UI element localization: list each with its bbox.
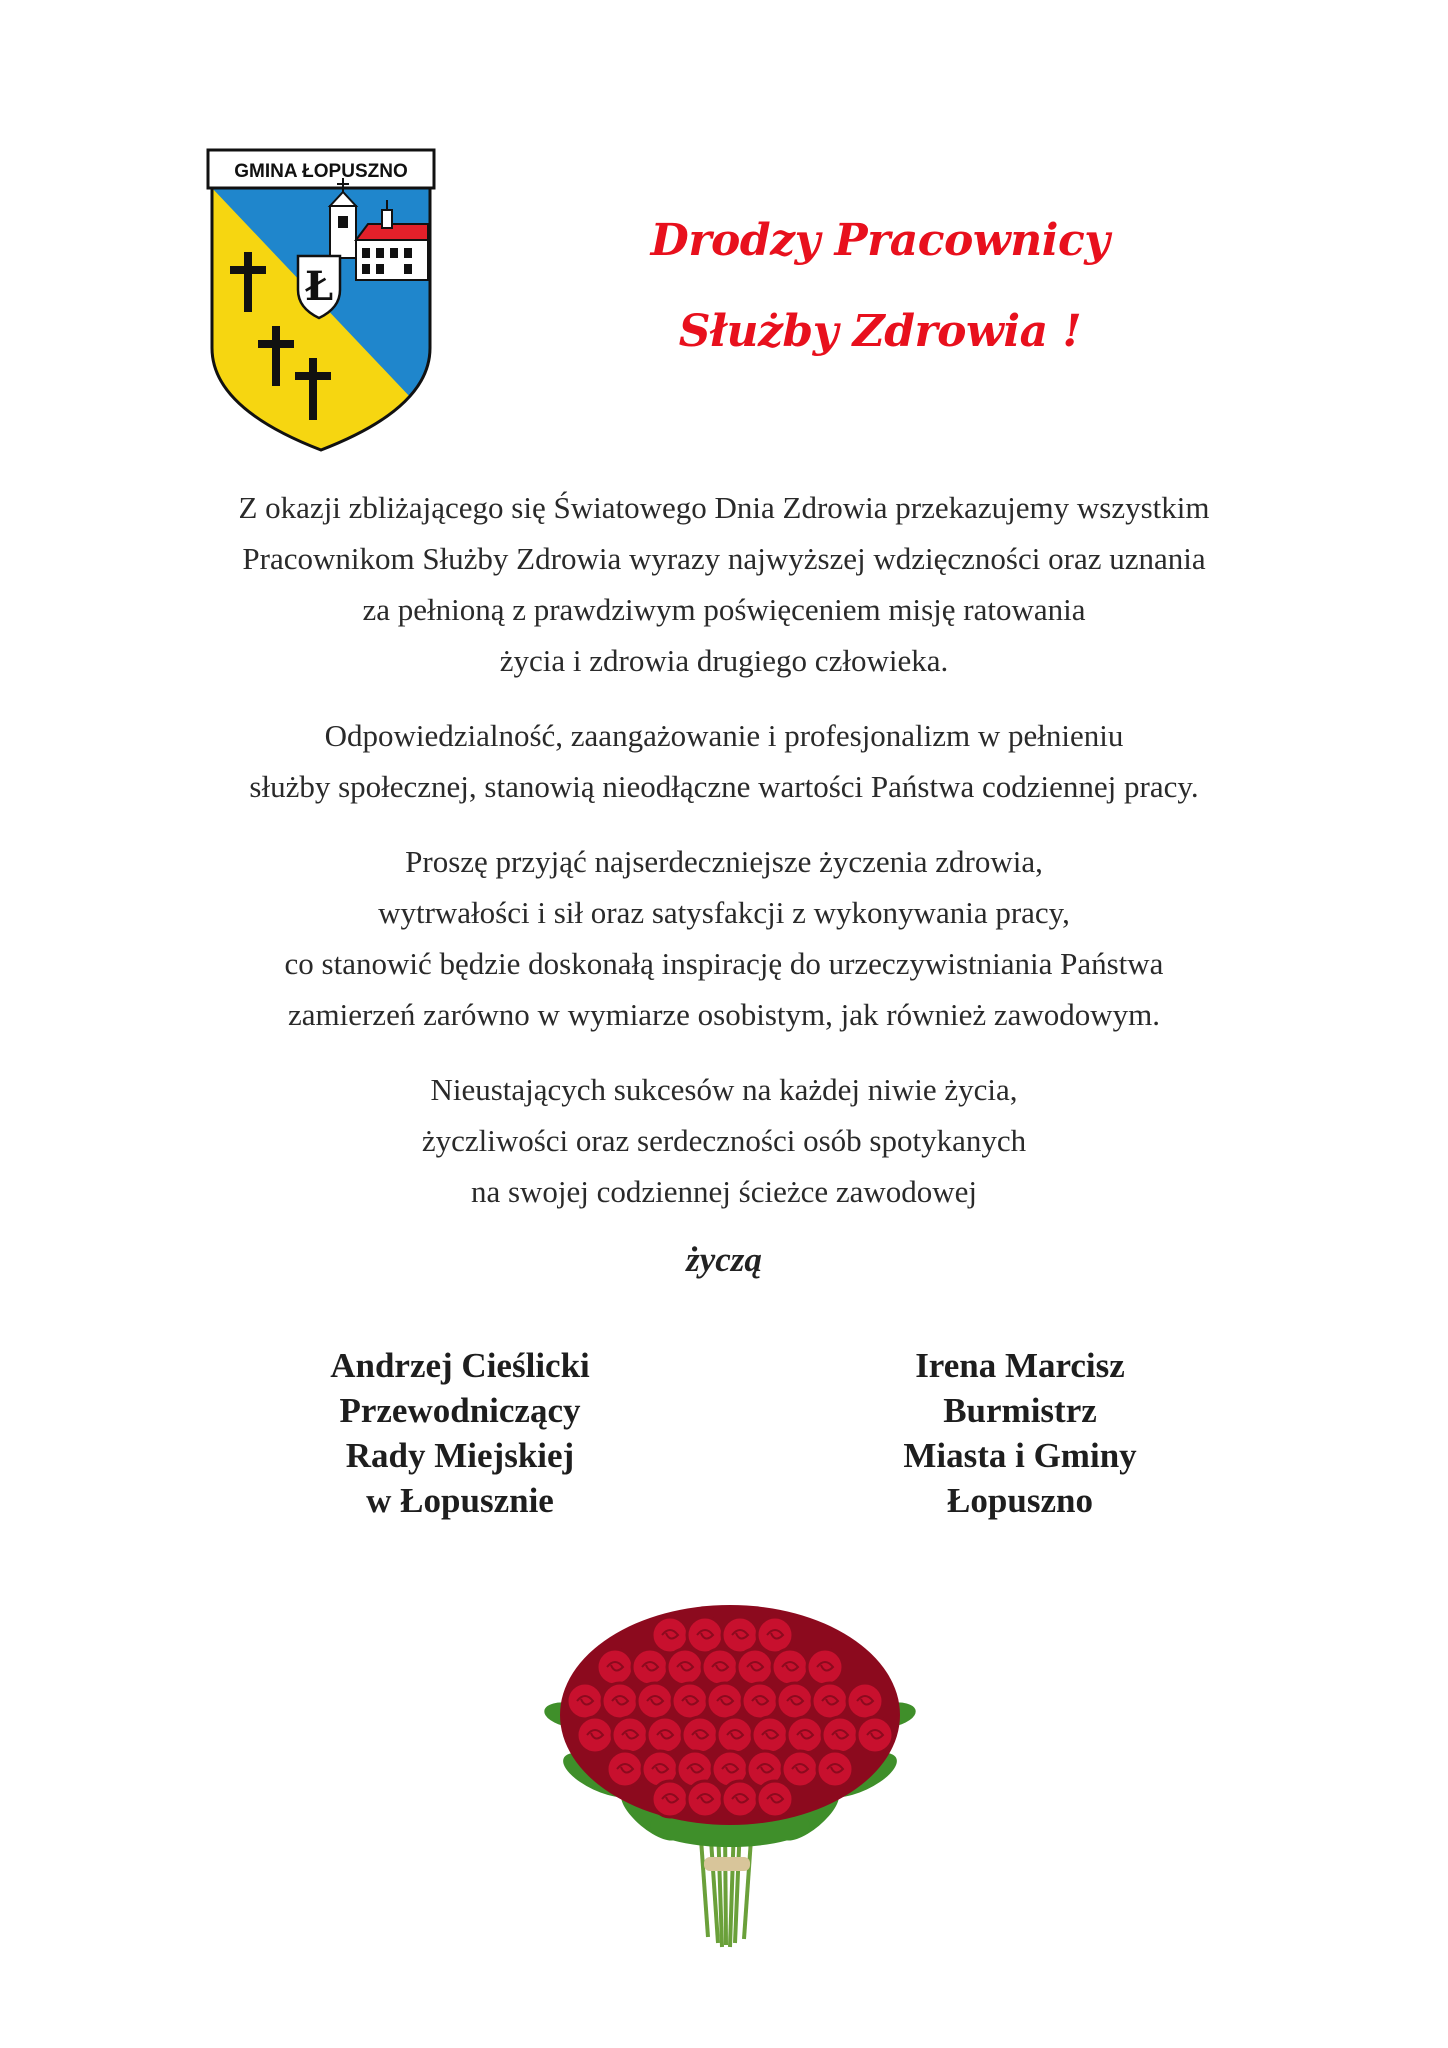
text-line: za pełnioną z prawdziwym poświęceniem misję ratowania <box>362 592 1086 627</box>
text-line: Proszę przyjąć najserdeczniejsze życzenia zdrowia, <box>405 844 1043 879</box>
rose-head <box>647 1717 683 1753</box>
rose-head <box>757 1781 793 1817</box>
text-line: życzliwości oraz serdeczności osób spotykanych <box>421 1123 1027 1158</box>
rose-head <box>702 1649 738 1685</box>
rose-head <box>807 1649 843 1685</box>
rose-head <box>612 1717 648 1753</box>
signature-title: Burmistrz <box>943 1391 1097 1430</box>
signature-council-chair <box>260 1343 660 1523</box>
rose-head <box>722 1617 758 1653</box>
rose-head <box>857 1717 893 1753</box>
rose-head <box>812 1683 848 1719</box>
rose-head <box>637 1683 673 1719</box>
rose-head <box>817 1751 853 1787</box>
gmina-coat-of-arms <box>206 148 436 458</box>
text-line: Z okazji zbliżającego się Światowego Dnia Zdrowia przekazujemy wszystkim <box>238 490 1210 525</box>
signature-name: Irena Marcisz <box>915 1346 1125 1385</box>
bouquet-ribbon <box>704 1857 750 1871</box>
rose-head <box>577 1717 613 1753</box>
paragraph-occasion <box>140 482 1308 686</box>
signature-mayor <box>820 1343 1220 1523</box>
rose-bouquet-image <box>540 1575 920 1955</box>
signature-title: w Łopusznie <box>366 1481 554 1520</box>
rose-head <box>752 1717 788 1753</box>
rose-head <box>707 1683 743 1719</box>
rose-head <box>672 1683 708 1719</box>
rose-head <box>602 1683 638 1719</box>
rose-head <box>687 1617 723 1653</box>
signature-title: Łopuszno <box>947 1481 1093 1520</box>
text-line: wytrwałości i sił oraz satysfakcji z wykonywania pracy, <box>378 895 1070 930</box>
wish-word: życzą <box>686 1240 762 1279</box>
text-line: Nieustających sukcesów na każdej niwie życia, <box>430 1072 1018 1107</box>
rose-head <box>567 1683 603 1719</box>
rose-head <box>652 1617 688 1653</box>
text-line: życia i zdrowia drugiego człowieka. <box>499 643 949 678</box>
rose-head <box>777 1683 813 1719</box>
crest-letter: Ł <box>304 263 334 310</box>
signature-name: Andrzej Cieślicki <box>330 1346 590 1385</box>
text-line: co stanowić będzie doskonałą inspirację do urzeczywistniania Państwa <box>284 946 1164 981</box>
rose-head <box>822 1717 858 1753</box>
rose-head <box>632 1649 668 1685</box>
text-line: Odpowiedzialność, zaangażowanie i profesjonalizm w pełnieniu <box>324 718 1124 753</box>
text-line: Pracownikom Służby Zdrowia wyrazy najwyższej wdzięczności oraz uznania <box>242 541 1206 576</box>
text-line: zamierzeń zarówno w wymiarze osobistym, jak również zawodowym. <box>287 997 1160 1032</box>
paragraph-values <box>140 710 1308 812</box>
rose-head <box>722 1781 758 1817</box>
paragraph-success <box>140 1064 1308 1217</box>
rose-head <box>717 1717 753 1753</box>
rose-head <box>742 1683 778 1719</box>
greeting-heading-line-2: Służby Zdrowia ! <box>678 306 1082 357</box>
signature-title: Miasta i Gminy <box>903 1436 1137 1475</box>
paragraph-wishes <box>140 836 1308 1040</box>
rose-head <box>757 1617 793 1653</box>
rose-head <box>607 1751 643 1787</box>
greeting-heading-line-1: Drodzy Pracownicy <box>650 215 1110 266</box>
text-line: na swojej codziennej ścieżce zawodowej <box>470 1174 978 1209</box>
rose-head <box>652 1781 688 1817</box>
rose-head <box>682 1717 718 1753</box>
rose-head <box>667 1649 703 1685</box>
letter-body <box>140 482 1308 1241</box>
rose-head <box>737 1649 773 1685</box>
signature-title: Rady Miejskiej <box>345 1436 575 1475</box>
rose-head <box>787 1717 823 1753</box>
rose-head <box>847 1683 883 1719</box>
rose-head <box>772 1649 808 1685</box>
rose-head <box>782 1751 818 1787</box>
text-line: służby społecznej, stanowią nieodłączne wartości Państwa codziennej pracy. <box>249 769 1199 804</box>
rose-head <box>597 1649 633 1685</box>
crest-banner-text: GMINA ŁOPUSZNO <box>234 161 408 182</box>
rose-head <box>687 1781 723 1817</box>
signature-title: Przewodniczący <box>339 1391 581 1430</box>
